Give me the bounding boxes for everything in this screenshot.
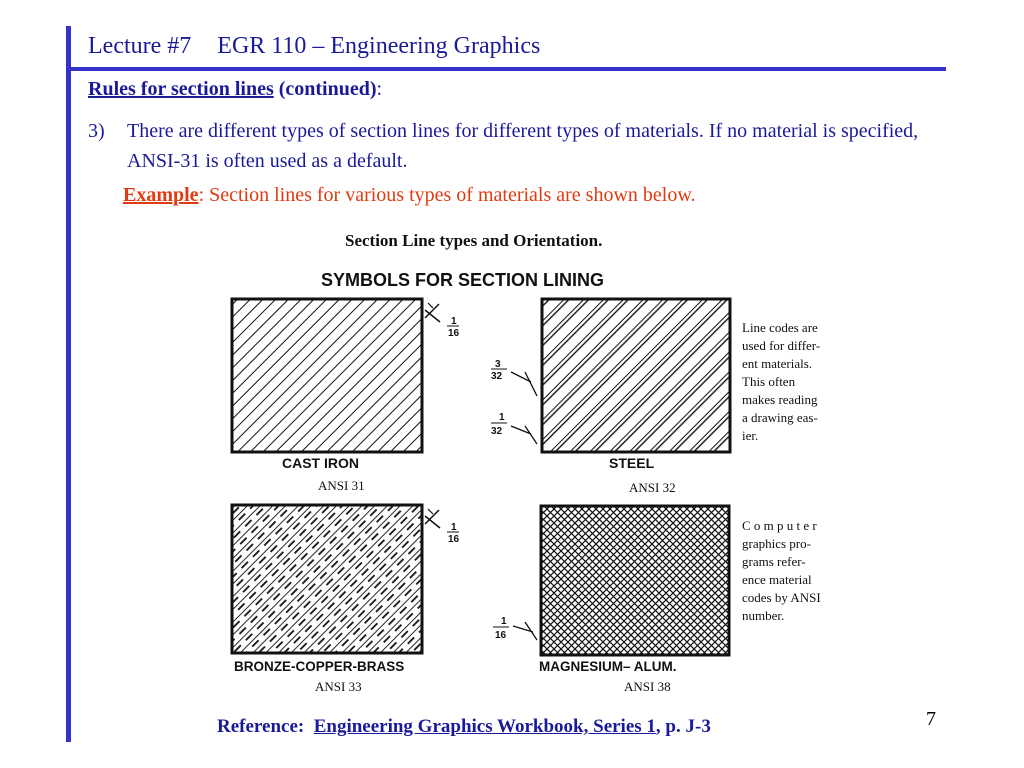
bronze-code: ANSI 33 [315,679,362,694]
example-text: : Section lines for various types of materials are shown below. [198,184,696,206]
note1-line: Line codes are [742,320,818,335]
example-label: Example [123,184,199,206]
note1-line: a drawing eas- [742,410,818,425]
magnesium-spacing-num: 1 [501,616,507,627]
course-title: EGR 110 – Engineering Graphics [217,33,541,59]
cast-iron-code: ANSI 31 [318,478,365,493]
note2-line: graphics pro- [742,536,811,551]
list-text: There are different types of section lines for different types of materials. If no material is specified, ANSI-31 is often used as a default. [127,120,919,172]
note1-line: This often [742,374,796,389]
figure-heading: SYMBOLS FOR SECTION LINING [321,270,605,290]
note1-line: makes reading [742,392,818,407]
reference-label: Reference: [217,716,305,737]
example-line [123,184,695,207]
magnesium-code: ANSI 38 [624,679,671,694]
magnesium-name: MAGNESIUM– ALUM. [539,659,677,674]
reference-line [217,716,711,738]
cast-iron-spacing-den: 16 [448,328,460,339]
title-underline-bar [66,67,946,71]
subheading [88,78,382,101]
section-lining-figure [225,222,855,702]
note2-line: number. [742,608,785,623]
reference-page: , p. J-3 [655,716,711,737]
magnesium-spacing-den: 16 [495,630,507,641]
steel-spacing-b-num: 1 [499,412,505,423]
note2-line: ence material [742,572,812,587]
bronze-spacing-num: 1 [451,522,457,533]
panel-bronze-copper-brass [232,505,460,694]
bronze-spacing-den: 16 [448,534,460,545]
reference-book: Engineering Graphics Workbook, Series 1 [313,716,656,737]
note1-line: ier. [742,428,759,443]
steel-spacing-a-den: 32 [491,371,503,382]
panel-cast-iron [232,299,460,493]
cast-iron-spacing-num: 1 [451,316,457,327]
steel-code: ANSI 32 [629,480,676,495]
figure-caption: Section Line types and Orientation. [345,231,603,250]
note-line-codes [742,320,820,443]
note1-line: ent materials. [742,356,813,371]
steel-spacing-b-den: 32 [491,426,503,437]
subheading-colon: : [376,78,383,100]
page-number: 7 [926,708,936,730]
note2-line: C o m p u t e r [742,518,817,533]
steel-name: STEEL [609,455,655,471]
left-accent-bar [66,26,71,742]
note1-line: used for differ- [742,338,821,353]
bronze-name: BRONZE-COPPER-BRASS [234,659,405,674]
subheading-continued: (continued) [278,78,377,100]
note-computer-graphics [742,518,821,623]
lecture-label: Lecture #7 [88,33,192,59]
subheading-underlined: Rules for section lines [88,78,274,100]
slide-title [88,33,540,60]
list-number: 3) [88,120,105,142]
note2-line: codes by ANSI [742,590,821,605]
panel-magnesium-aluminum [493,506,729,694]
cast-iron-name: CAST IRON [282,455,359,471]
note2-line: grams refer- [742,554,806,569]
steel-spacing-a-num: 3 [495,359,501,370]
panel-steel [491,299,730,495]
